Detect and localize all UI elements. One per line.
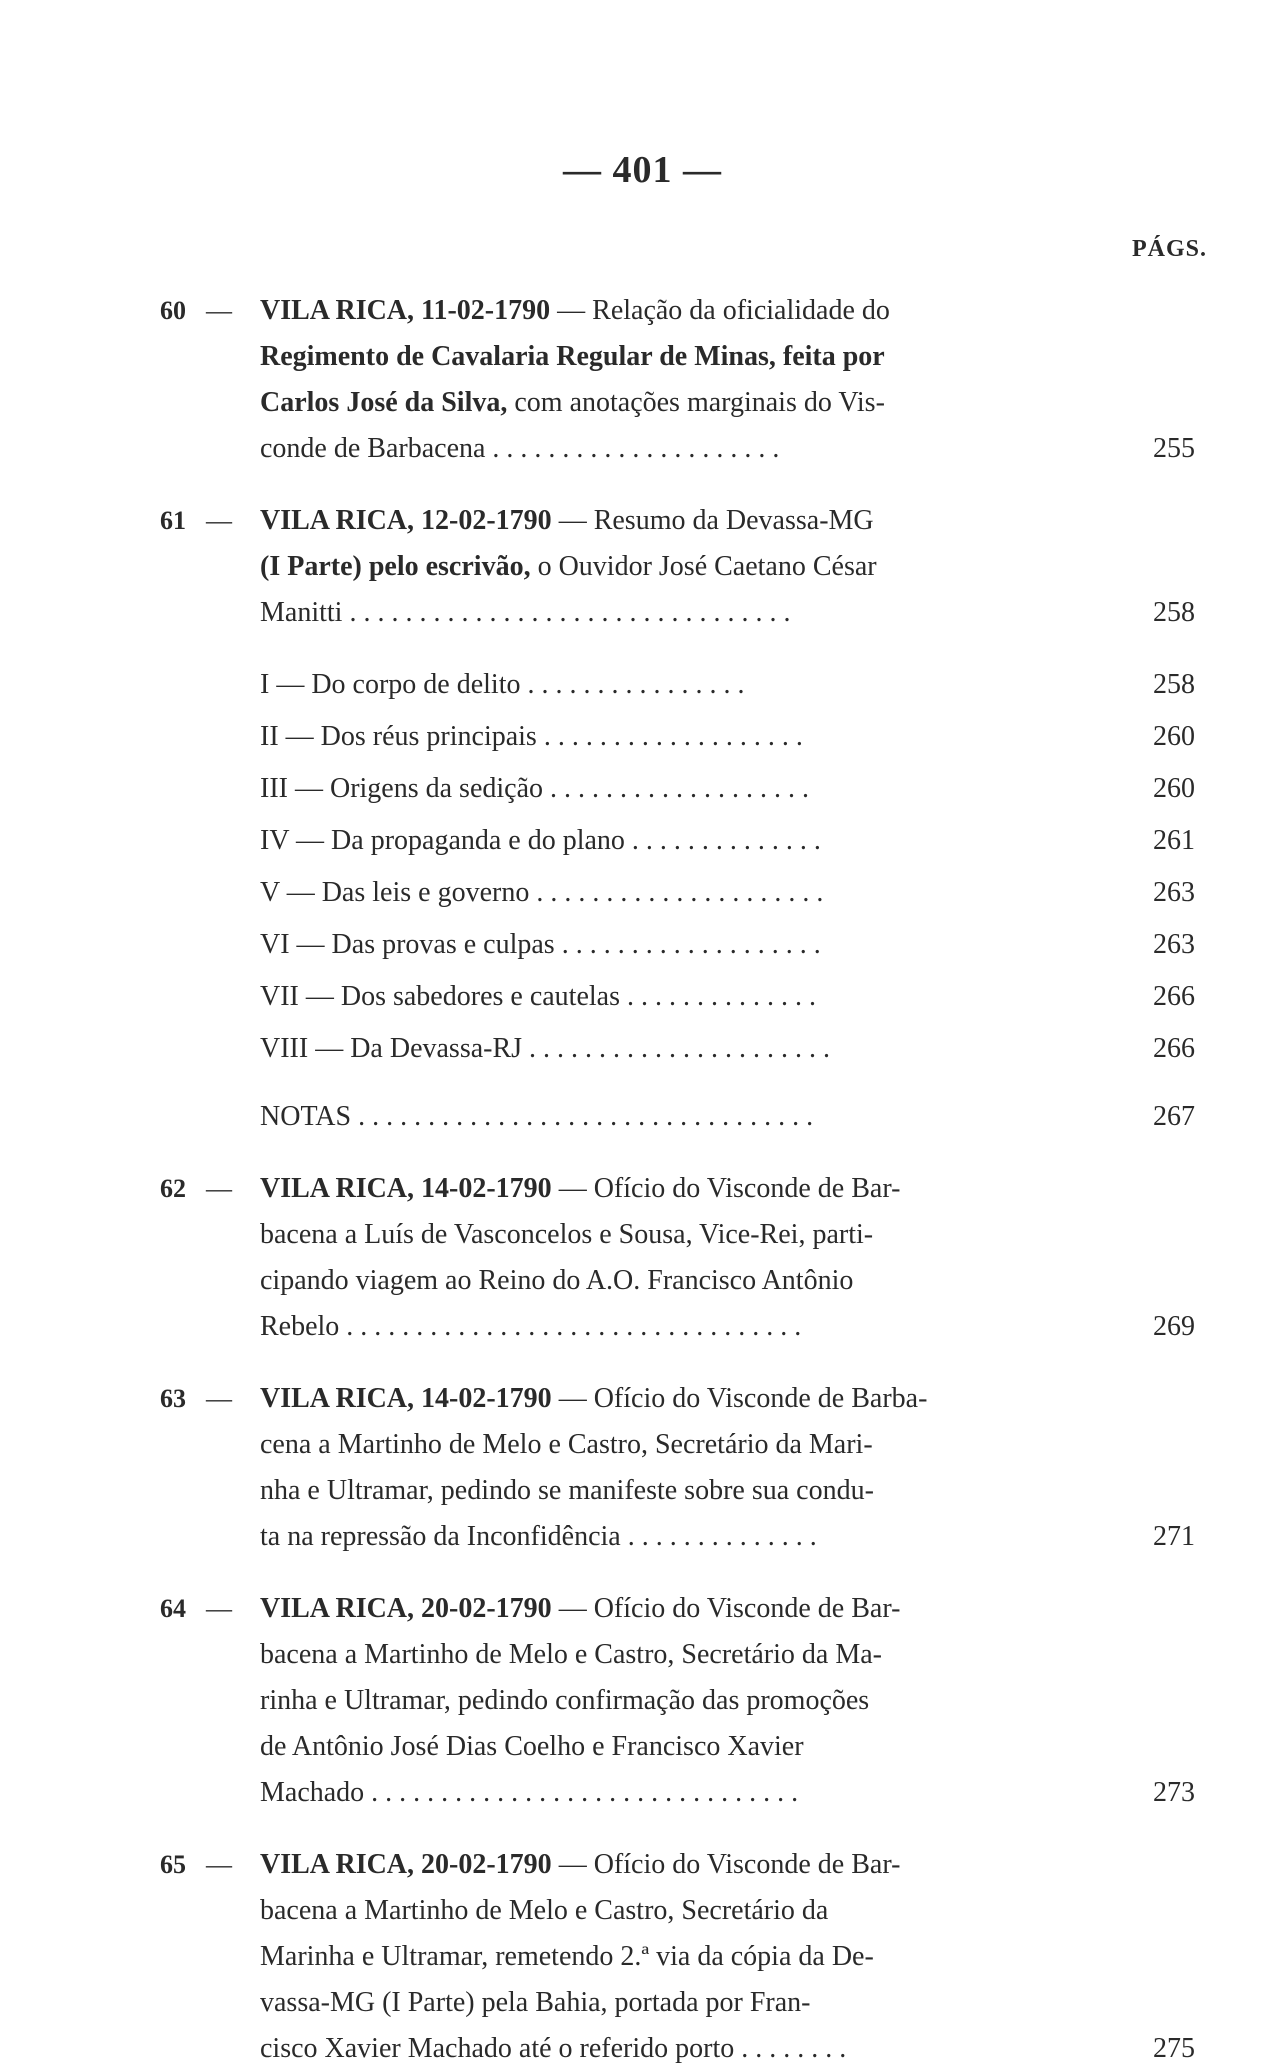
entry-line xyxy=(260,498,1090,544)
section-title: VIII — Da Devassa-RJ . . . . . . . . . . . . . . . . . . . . . . xyxy=(260,1033,831,1064)
section-page: 267 xyxy=(1153,1101,1195,1132)
entry-line xyxy=(260,544,1090,590)
entry-line-text: ta na repressão da Inconfidência . . . . . . . . . . . . . . xyxy=(260,1521,817,1552)
entry-line-text: cipando viagem ao Reino do A.O. Francisco Antônio xyxy=(260,1265,854,1296)
entry-line-text: Machado . . . . . . . . . . . . . . . . . . . . . . . . . . . . . . . xyxy=(260,1777,799,1808)
section-page: 260 xyxy=(1153,721,1195,752)
entry-dash: — xyxy=(206,506,232,535)
entry-number: 61 xyxy=(160,506,186,535)
entry-line-bold: VILA RICA, 14-02-1790 xyxy=(260,1173,552,1204)
entry-line-text: cena a Martinho de Melo e Castro, Secretário da Mari- xyxy=(260,1429,873,1460)
entry-line-text: com anotações marginais do Vis- xyxy=(507,387,885,418)
entry-page: 271 xyxy=(1153,1521,1195,1552)
entry-line-bold: VILA RICA, 14-02-1790 xyxy=(260,1383,552,1414)
entry-line-text: bacena a Martinho de Melo e Castro, Secretário da Ma- xyxy=(260,1639,882,1670)
entry-line-text: rinha e Ultramar, pedindo confirmação das promoções xyxy=(260,1685,870,1716)
entry-line xyxy=(260,1888,1090,1934)
entry-line-text: o Ouvidor José Caetano César xyxy=(530,551,877,582)
entry-line-bold: Regimento de Cavalaria Regular de Minas, feita por xyxy=(260,341,885,372)
entry-line xyxy=(260,1678,1090,1724)
section-page: 260 xyxy=(1153,773,1195,804)
section-title: I — Do corpo de delito . . . . . . . . . . . . . . . . xyxy=(260,669,745,700)
section-page: 263 xyxy=(1153,877,1195,908)
entry-line xyxy=(260,1586,1090,1632)
entry-line-text: — Relação da oficialidade do xyxy=(550,295,890,326)
entry-line-text: bacena a Luís de Vasconcelos e Sousa, Vice-Rei, parti- xyxy=(260,1219,874,1250)
entry-line-text: vassa-MG (I Parte) pela Bahia, portada por Fran- xyxy=(260,1987,811,2018)
entry-line-text: — Ofício do Visconde de Bar- xyxy=(551,1173,901,1204)
section-page: 263 xyxy=(1153,929,1195,960)
entry-line xyxy=(260,1842,1090,1888)
entry-dash: — xyxy=(206,296,232,325)
entry-line-text: nha e Ultramar, pedindo se manifeste sobre sua condu- xyxy=(260,1475,874,1506)
entry-line-text: de Antônio José Dias Coelho e Francisco Xavier xyxy=(260,1731,804,1762)
section-page: 266 xyxy=(1153,981,1195,1012)
entry-line xyxy=(260,1632,1090,1678)
entry-line-text: conde de Barbacena . . . . . . . . . . . . . . . . . . . . . xyxy=(260,433,780,464)
entry-dash: — xyxy=(206,1594,232,1623)
entry-line xyxy=(260,334,1090,380)
entry-line-text: Rebelo . . . . . . . . . . . . . . . . . . . . . . . . . . . . . . . . . xyxy=(260,1311,802,1342)
entry-line-bold: (I Parte) pelo escrivão, xyxy=(260,551,531,582)
entry-page: 275 xyxy=(1153,2033,1195,2064)
entry-number: 62 xyxy=(160,1174,186,1203)
entry-line xyxy=(260,1304,1090,1350)
entry-line-text: cisco Xavier Machado até o referido porto . . . . . . . . xyxy=(260,2033,847,2064)
entry-line-text: bacena a Martinho de Melo e Castro, Secretário da xyxy=(260,1895,829,1926)
entry-line xyxy=(260,1724,1090,1770)
entry-line xyxy=(260,288,1090,334)
entry-dash: — xyxy=(206,1384,232,1413)
entry-dash: — xyxy=(206,1850,232,1879)
entry-line-bold: VILA RICA, 20-02-1790 xyxy=(260,1593,552,1624)
entry-line xyxy=(260,380,1090,426)
entry-line xyxy=(260,1514,1090,1560)
section-title: NOTAS . . . . . . . . . . . . . . . . . . . . . . . . . . . . . . . . . xyxy=(260,1101,814,1132)
entry-line xyxy=(260,1934,1090,1980)
entry-number: 63 xyxy=(160,1384,186,1413)
section-title: II — Dos réus principais . . . . . . . . . . . . . . . . . . . xyxy=(260,721,803,752)
entry-line-text: — Resumo da Devassa-MG xyxy=(551,505,874,536)
entry-number: 60 xyxy=(160,296,186,325)
entry-line-bold: VILA RICA, 12-02-1790 xyxy=(260,505,552,536)
entry-line xyxy=(260,426,1090,472)
entry-line-bold: VILA RICA, 20-02-1790 xyxy=(260,1849,552,1880)
entry-line-text: — Ofício do Visconde de Barba- xyxy=(551,1383,928,1414)
section-title: V — Das leis e governo . . . . . . . . . . . . . . . . . . . . . xyxy=(260,877,824,908)
entry-line-bold: VILA RICA, 11-02-1790 xyxy=(260,295,551,326)
entry-line xyxy=(260,1770,1090,1816)
entry-line-text: — Ofício do Visconde de Bar- xyxy=(551,1593,901,1624)
entry-page: 255 xyxy=(1153,433,1195,464)
entry-number: 64 xyxy=(160,1594,186,1623)
entry-line-text: Marinha e Ultramar, remetendo 2.ª via da cópia da De- xyxy=(260,1941,874,1972)
section-page: 261 xyxy=(1153,825,1195,856)
entry-page: 273 xyxy=(1153,1777,1195,1808)
section-title: IV — Da propaganda e do plano . . . . . . . . . . . . . . xyxy=(260,825,821,856)
section-page: 258 xyxy=(1153,669,1195,700)
page-number: — 401 — xyxy=(563,149,722,191)
entry-line xyxy=(260,1468,1090,1514)
entry-line xyxy=(260,1980,1090,2026)
entry-line xyxy=(260,1166,1090,1212)
section-title: VII — Dos sabedores e cautelas . . . . . . . . . . . . . . xyxy=(260,981,816,1012)
entry-number: 65 xyxy=(160,1850,186,1879)
entry-page: 258 xyxy=(1153,597,1195,628)
entry-line xyxy=(260,1422,1090,1468)
entry-line-bold: Carlos José da Silva, xyxy=(260,387,508,418)
section-title: VI — Das provas e culpas . . . . . . . . . . . . . . . . . . . xyxy=(260,929,821,960)
entry-line-text: Manitti . . . . . . . . . . . . . . . . . . . . . . . . . . . . . . . . xyxy=(260,597,791,628)
entry-line xyxy=(260,1212,1090,1258)
entry-line xyxy=(260,1258,1090,1304)
entry-line xyxy=(260,1376,1090,1422)
pages-column-label: PÁGS. xyxy=(1131,236,1207,262)
entry-page: 269 xyxy=(1153,1311,1195,1342)
section-page: 266 xyxy=(1153,1033,1195,1064)
entry-dash: — xyxy=(206,1174,232,1203)
entry-line xyxy=(260,2026,1090,2072)
entry-line-text: — Ofício do Visconde de Bar- xyxy=(551,1849,901,1880)
entry-line xyxy=(260,590,1090,636)
section-title: III — Origens da sedição . . . . . . . . . . . . . . . . . . . xyxy=(260,773,810,804)
